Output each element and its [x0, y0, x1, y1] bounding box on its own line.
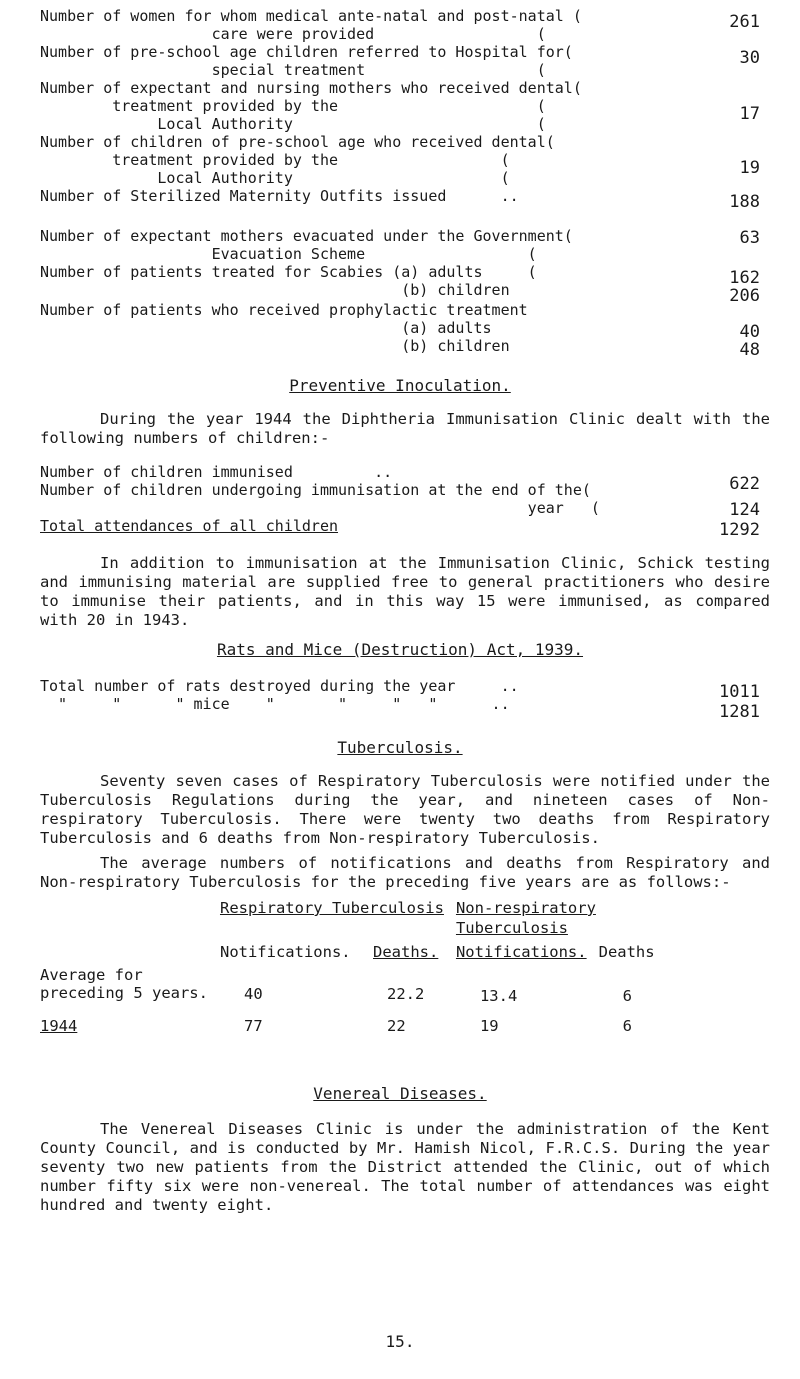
- mice-value: 1281: [719, 702, 760, 722]
- row-label-average: Average for: [40, 966, 143, 984]
- mice-line: " " " mice " " " " ..: [40, 695, 510, 713]
- maternity-row-4-line-2: treatment provided by the (: [40, 151, 510, 169]
- maternity-row-4-line-1: Number of children of pre-school age who received dental(: [40, 133, 555, 151]
- maternity-row-2-line-1: Number of pre-school age children referred to Hospital for(: [40, 43, 573, 61]
- y1944-resp-notifications: 77: [243, 1017, 263, 1035]
- inoculation-row-3-label: Total attendances of all children: [40, 517, 339, 535]
- maternity-row-1-value: 261: [729, 12, 760, 32]
- inoculation-row-2-value: 124: [729, 500, 760, 520]
- maternity-row-8-value: 206: [729, 286, 760, 306]
- avg-resp-deaths: 22.2: [387, 985, 425, 1003]
- avg-resp-notifications: 40: [243, 985, 263, 1003]
- inoculation-row-2-label-2: year (: [40, 499, 600, 517]
- subheader-deaths-2: Deaths: [598, 943, 655, 961]
- rats-line: Total number of rats destroyed during the year ..: [40, 677, 519, 695]
- inoculation-intro: During the year 1944 the Diphtheria Immunisation Clinic dealt with the following numbers of children:-: [40, 410, 770, 447]
- avg-nonresp-deaths: 6: [622, 987, 632, 1005]
- header-respiratory: Respiratory Tuberculosis: [219, 899, 444, 917]
- subheader-deaths: Deaths.: [373, 943, 439, 961]
- tuberculosis-heading: Tuberculosis.: [337, 738, 463, 757]
- maternity-row-2-value: 30: [739, 48, 760, 68]
- maternity-row-9-line-1: Number of patients who received prophylactic treatment: [40, 301, 528, 319]
- tuberculosis-paragraph-2: The average numbers of notifications and deaths from Respiratory and Non-respiratory Tuberculosis for the preceding five years are as follows:-: [40, 854, 770, 891]
- maternity-row-3-line-3: Local Authority (: [40, 115, 546, 133]
- maternity-row-7-line-1: Number of patients treated for Scabies (a) adults (: [40, 263, 537, 281]
- maternity-row-10-value: 40: [739, 322, 760, 342]
- table-row: [34, 1008, 661, 1038]
- maternity-row-11-value: 48: [739, 340, 760, 360]
- maternity-row-11-line-1: (b) children: [40, 337, 510, 355]
- maternity-row-6-line-1: Number of expectant mothers evacuated under the Government(: [40, 227, 573, 245]
- subheader-notifications: Notifications.: [219, 943, 351, 961]
- maternity-row-5-value: 188: [729, 192, 760, 212]
- inoculation-row-1-label: Number of children immunised ..: [40, 463, 393, 481]
- venereal-paragraph: The Venereal Diseases Clinic is under the administration of the Kent County Council, and is conducted by Mr. Hamish Nicol, F.R.C.S. During the year seventy two new patients from the District attended the Clinic, out of which number fifty six were non-venereal. The total number of attendances was eight hundred and twenty eight.: [40, 1120, 770, 1214]
- rats-value: 1011: [719, 682, 760, 702]
- maternity-row-4-value: 19: [739, 158, 760, 178]
- avg-nonresp-notifications: 13.4: [479, 987, 518, 1005]
- header-non-respiratory: Non-respiratory Tuberculosis: [455, 899, 596, 937]
- maternity-row-6-value: 63: [739, 228, 760, 248]
- maternity-row-3-value: 17: [739, 104, 760, 124]
- maternity-row-3-line-1: Number of expectant and nursing mothers who received dental(: [40, 79, 582, 97]
- inoculation-row-1-value: 622: [729, 474, 760, 494]
- maternity-row-1-line-1: Number of women for whom medical ante-natal and post-natal (: [40, 7, 582, 25]
- maternity-row-5-line-1: Number of Sterilized Maternity Outfits issued ..: [40, 187, 519, 205]
- subheader-notifications-2: Notifications.: [455, 943, 587, 961]
- rats-heading: Rats and Mice (Destruction) Act, 1939.: [216, 640, 584, 659]
- maternity-row-1-line-2: care were provided (: [40, 25, 546, 43]
- y1944-resp-deaths: 22: [387, 1017, 406, 1035]
- maternity-row-4-line-3: Local Authority (: [40, 169, 510, 187]
- table-row: [34, 964, 661, 1008]
- y1944-nonresp-deaths: 6: [622, 1017, 632, 1035]
- table-subheader-row: [34, 940, 661, 964]
- table-header-row: [34, 896, 661, 940]
- inoculation-paragraph: In addition to immunisation at the Immunisation Clinic, Schick testing and immunising material are supplied free to general practitioners who desire to immunise their patients, and in this way 15 were immunised, as compared with 20 in 1943.: [40, 554, 770, 629]
- maternity-row-6-line-2: Evacuation Scheme (: [40, 245, 537, 263]
- row-label-1944: 1944: [40, 1017, 78, 1035]
- maternity-row-8-line-1: (b) children: [40, 281, 510, 299]
- inoculation-row-2-label: Number of children undergoing immunisation at the end of the(: [40, 481, 591, 499]
- inoculation-row-3-value: 1292: [719, 520, 760, 540]
- tuberculosis-table: [34, 896, 661, 1038]
- inoculation-heading: Preventive Inoculation.: [289, 376, 511, 395]
- page-number: 15.: [385, 1332, 415, 1351]
- venereal-heading: Venereal Diseases.: [313, 1084, 487, 1103]
- maternity-row-10-line-1: (a) adults: [40, 319, 492, 337]
- maternity-row-2-line-2: special treatment (: [40, 61, 546, 79]
- maternity-row-3-line-2: treatment provided by the (: [40, 97, 546, 115]
- y1944-nonresp-notifications: 19: [479, 1017, 499, 1035]
- maternity-row-7-value: 162: [729, 268, 760, 288]
- row-label-average-2: preceding 5 years.: [40, 984, 208, 1002]
- tuberculosis-paragraph-1: Seventy seven cases of Respiratory Tuberculosis were notified under the Tuberculosis Regulations during the year, and nineteen cases of Non-respiratory Tuberculosis. There were twenty two deaths from Respiratory Tuberculosis and 6 deaths from Non-respiratory Tuberculosis.: [40, 772, 770, 847]
